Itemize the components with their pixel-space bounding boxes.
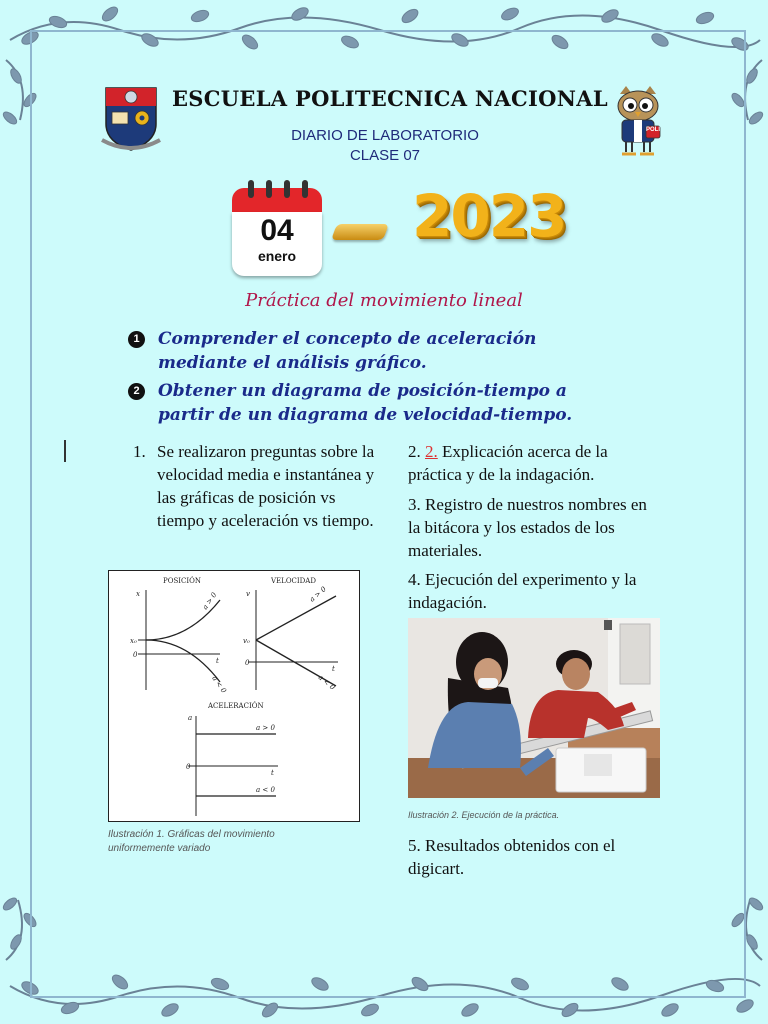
pos-a-pos-label: a > 0: [201, 591, 219, 612]
school-name: ESCUELA POLITECNICA NACIONAL: [172, 86, 608, 111]
acc-t-label: t: [271, 769, 274, 777]
vel-origin-label: v₀: [243, 637, 250, 645]
acc-a-pos-label: a > 0: [256, 724, 275, 732]
lab-photo-image: [408, 618, 660, 798]
owl-mascot-icon: [612, 84, 664, 158]
pos-y-label: x: [136, 590, 140, 598]
step-4-text: 4. Ejecución del experimento y la indagación.: [408, 570, 637, 612]
practice-title: Práctica del movimiento lineal: [245, 290, 523, 311]
panel-velocity-title: VELOCIDAD: [271, 577, 316, 585]
class-number: CLASE 07: [349, 147, 421, 164]
step-5-text: 5. Resultados obtenidos con el digicart.: [408, 836, 616, 878]
objective-2-line1: Obtener un diagrama de posición-tiempo a: [158, 381, 567, 401]
pos-t-label: t: [216, 657, 219, 665]
pos-a-neg-label: a < 0: [210, 674, 228, 695]
vel-t-label: t: [332, 665, 335, 673]
lab-diary-title: DIARIO DE LABORATORIO: [291, 127, 479, 144]
objective-2: [158, 379, 668, 427]
vel-y-label: v: [246, 590, 250, 598]
motion-graphs-figure: [108, 570, 360, 822]
panel-acceleration-title: ACELERACIÓN: [208, 702, 264, 710]
acc-y-label: a: [188, 714, 193, 722]
objective-1-bullet: 1: [128, 331, 145, 348]
vel-a-pos-label: a > 0: [308, 585, 328, 604]
step-2-body: Explicación acerca de la práctica y de la indagación.: [408, 442, 608, 484]
vel-zero-label: 0: [245, 659, 250, 667]
calendar-day: 04: [260, 214, 294, 247]
mascot-badge: POLI: [646, 127, 661, 133]
step-2-red-number: 2.: [425, 442, 438, 461]
date-dash: [331, 224, 389, 240]
figure-2-caption: Ilustración 2. Ejecución de la práctica.: [408, 810, 560, 820]
panel-position-title: POSICIÓN: [163, 577, 201, 585]
lab-diary-heading: [240, 126, 530, 166]
vel-a-neg-label: a < 0: [316, 673, 337, 692]
objective-1: [158, 327, 668, 375]
pos-origin-label: x₀: [130, 637, 137, 645]
objective-1-line2: mediante el análisis gráfico.: [158, 353, 427, 373]
calendar-month: enero: [257, 248, 297, 264]
objective-2-line2: partir de un diagrama de velocidad-tiempo.: [158, 405, 573, 425]
objective-1-line1: Comprender el concepto de aceleración: [158, 329, 537, 349]
acc-a-neg-label: a < 0: [256, 786, 275, 794]
step-1-number: 1.: [133, 442, 146, 461]
calendar-date-icon: [232, 186, 322, 276]
pos-zero-label: 0: [133, 651, 138, 659]
step-2-number: 2.: [408, 442, 421, 461]
text-cursor: [64, 440, 66, 462]
objective-2-bullet: 2: [128, 383, 145, 400]
step-2-text: [408, 440, 658, 486]
figure-1-caption: Ilustración 1. Gráficas del movimiento uniformemente variado: [108, 829, 275, 854]
step-3-text: 3. Registro de nuestros nombres en la bitácora y los estados de los materiales.: [408, 495, 647, 560]
acc-zero-label: 0: [186, 763, 191, 771]
year-3d-text: 2023: [412, 182, 566, 250]
step-1-text: Se realizaron preguntas sobre la velocidad media e instantánea y las gráficas de posición vs tiempo y aceleración vs tiempo.: [157, 442, 375, 530]
school-shield-logo: [100, 84, 162, 154]
